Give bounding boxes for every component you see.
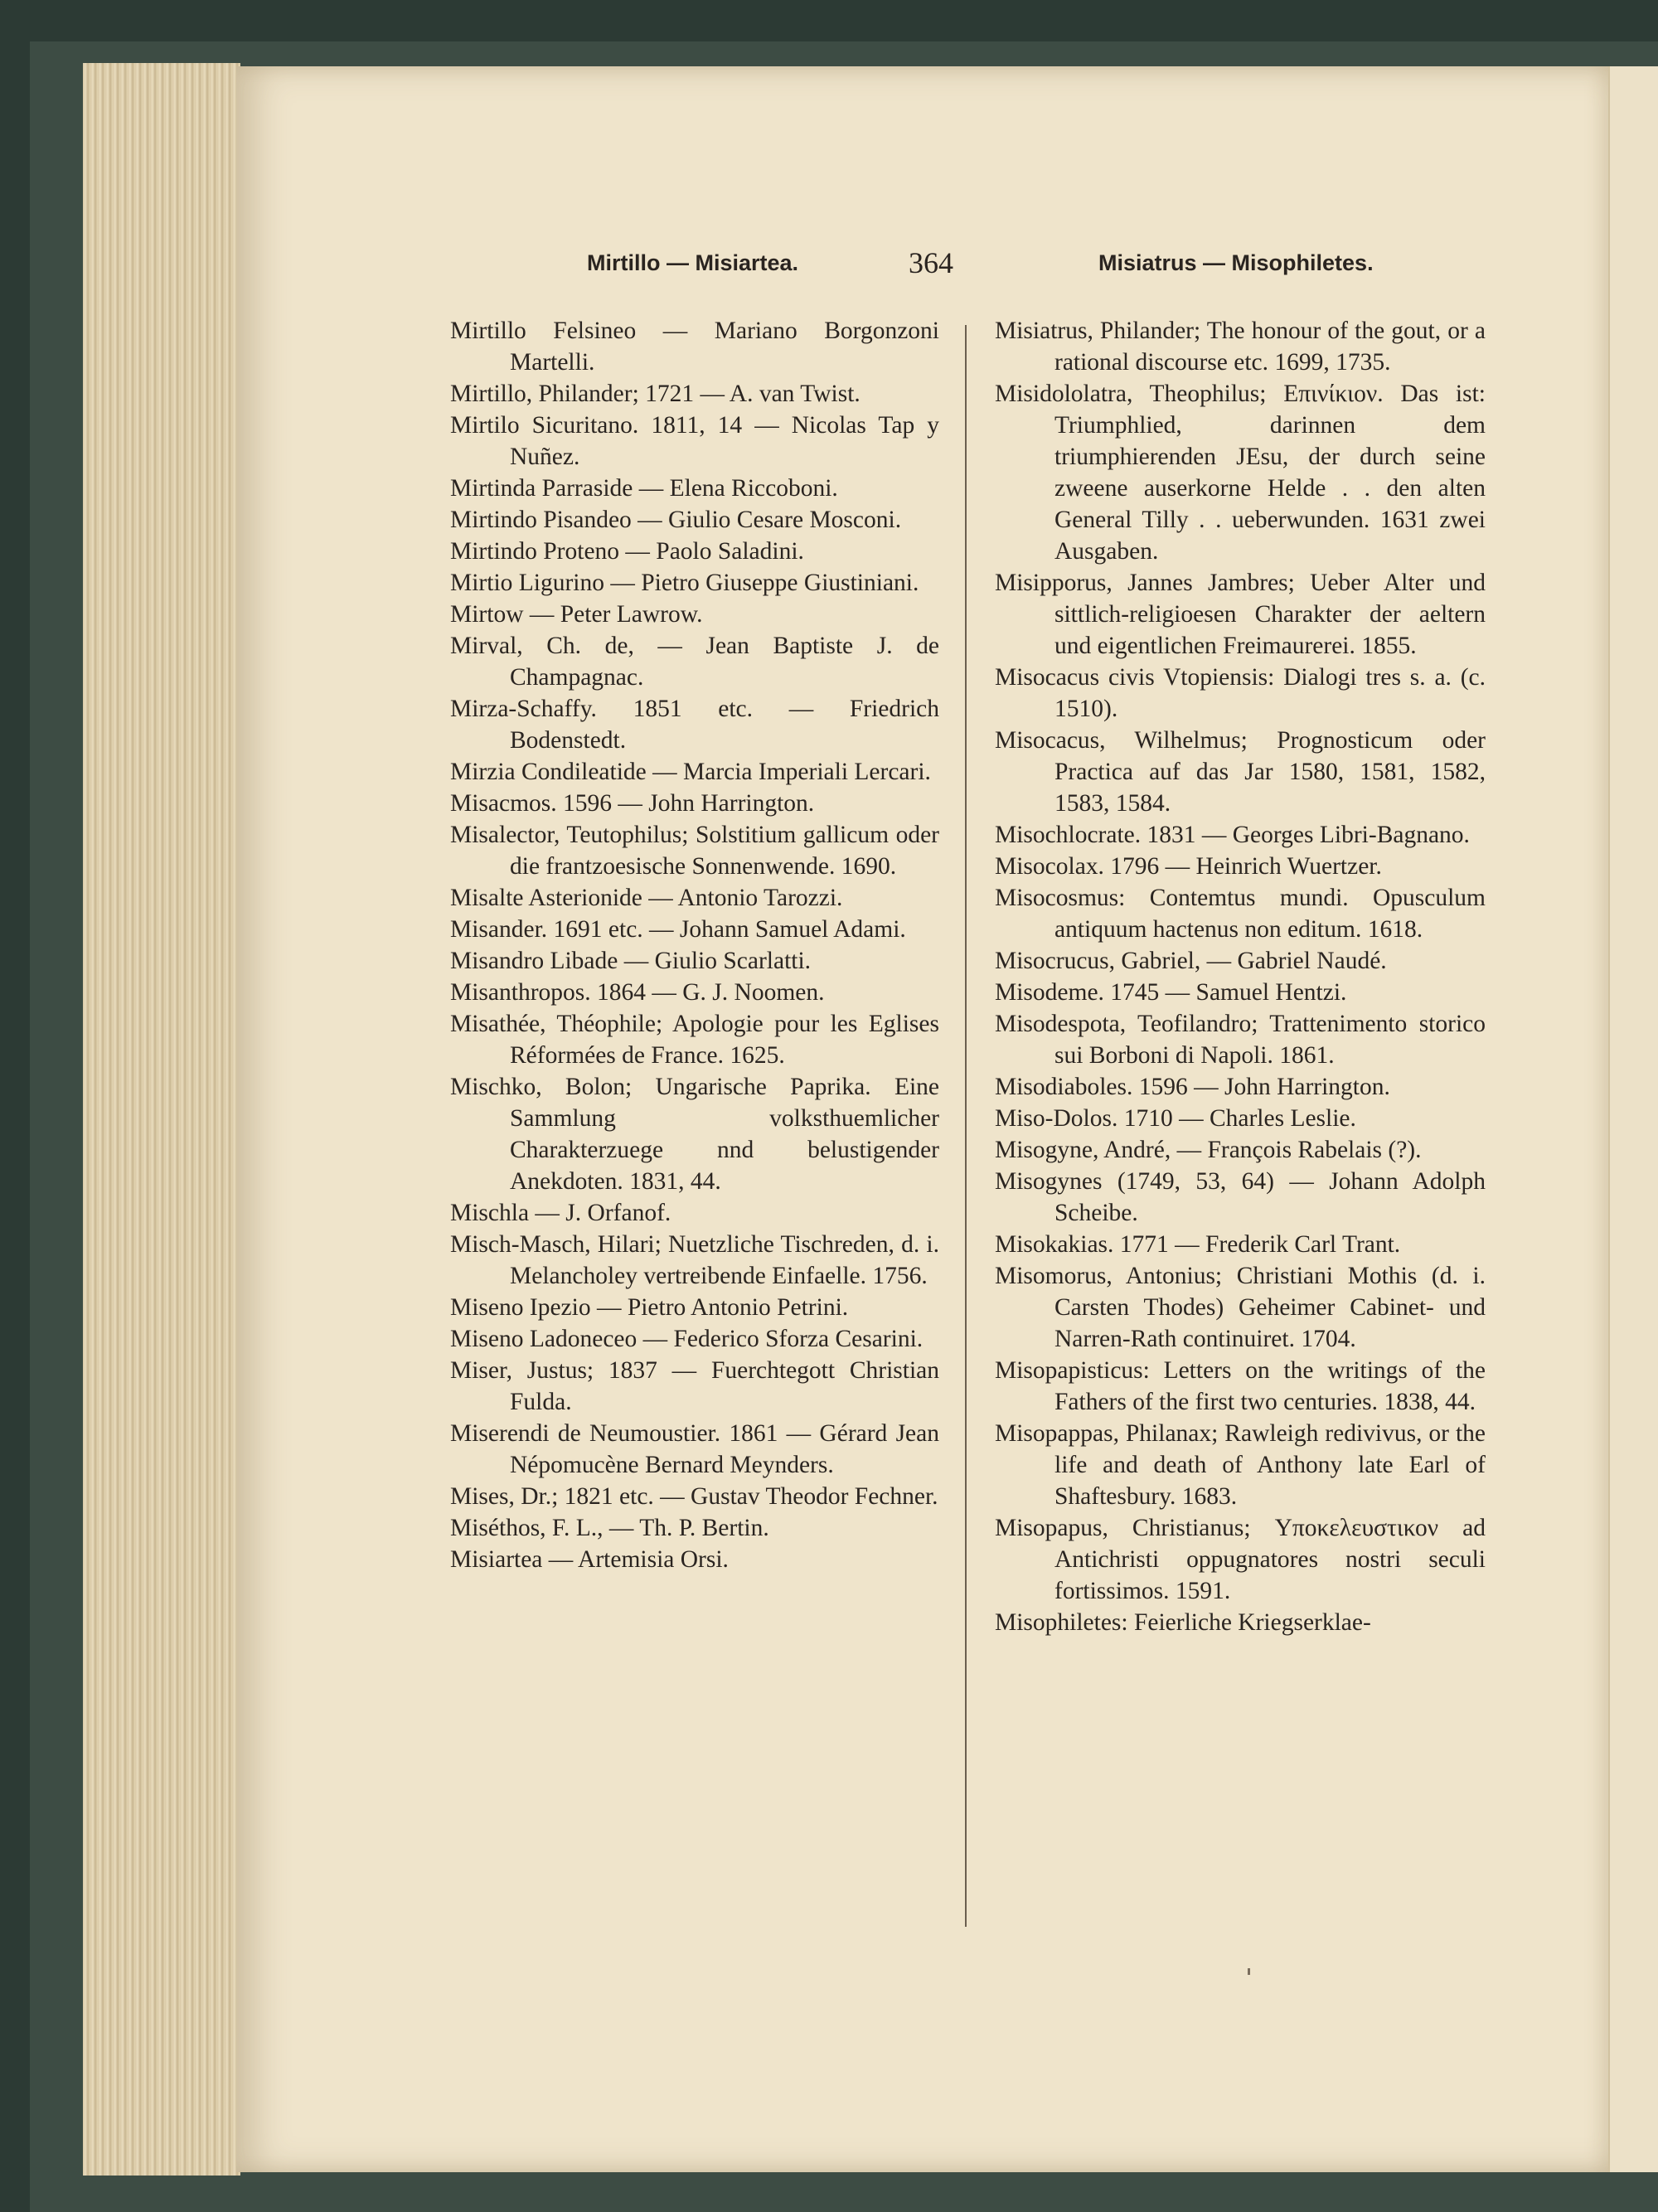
footer-mark [1248, 1968, 1250, 1975]
bibliography-entry: Misochlocrate. 1831 — Georges Libri-Bagnano. [995, 822, 1470, 848]
bibliography-entry: Misogynes (1749, 53, 64) — Johann Adolph Scheibe. [995, 1168, 1486, 1226]
column-divider [965, 325, 967, 1927]
bibliography-entry: Misocacus civis Vtopiensis: Dialogi tres s. a. (c. 1510). [995, 664, 1486, 722]
page-edges [83, 63, 240, 2176]
bibliography-entry: Misophiletes: Feierliche Kriegserklae- [995, 1609, 1371, 1636]
bibliography-entry: Misalte Asterionide — Antonio Tarozzi. [450, 885, 843, 911]
bibliography-entry: Misathée, Théophile; Apologie pour les Eglises Réformées de France. 1625. [450, 1011, 939, 1069]
bibliography-entry: Misanthropos. 1864 — G. J. Noomen. [450, 979, 825, 1006]
bibliography-entry: Misipporus, Jannes Jambres; Ueber Alter und sittlich-religioesen Charakter der aeltern und eigentlichen Freimaurerei. 1855. [995, 570, 1486, 659]
bibliography-entry: Misopapisticus: Letters on the writings of the Fathers of the first two centuries. 1838, 44. [995, 1357, 1486, 1415]
bibliography-entry: Miseno Ladoneceo — Federico Sforza Cesarini. [450, 1326, 924, 1352]
bibliography-entry: Misopappas, Philanax; Rawleigh redivivus, or the life and death of Anthony late Earl of Shaftesbury. 1683. [995, 1420, 1486, 1510]
running-head-left: Mirtillo — Misiartea. [587, 250, 799, 275]
left-column [450, 315, 939, 1575]
bibliography-entry: Miseno Ipezio — Pietro Antonio Petrini. [450, 1294, 849, 1321]
bibliography-entry: Misander. 1691 etc. — Johann Samuel Adami. [450, 916, 906, 943]
bibliography-entry: Mischla — J. Orfanof. [450, 1200, 671, 1226]
bibliography-entry: Misocacus, Wilhelmus; Prognosticum oder Practica auf das Jar 1580, 1581, 1582, 1583, 1584. [995, 727, 1486, 817]
bibliography-entry: Misiartea — Artemisia Orsi. [450, 1546, 729, 1573]
bibliography-entry: Mirtow — Peter Lawrow. [450, 601, 703, 628]
bibliography-entry: Mirtinda Parraside — Elena Riccoboni. [450, 475, 838, 502]
bibliography-entry: Misodeme. 1745 — Samuel Hentzi. [995, 979, 1347, 1006]
bibliography-entry: Misopapus, Christianus; Υποκελευστικον ad Antichristi oppugnatores nostri seculi fortissimos. 1591. [995, 1515, 1486, 1604]
bibliography-entry: Miser, Justus; 1837 — Fuerchtegott Christian Fulda. [450, 1357, 939, 1415]
bibliography-entry: Miserendi de Neumoustier. 1861 — Gérard Jean Népomucène Bernard Meynders. [450, 1420, 939, 1478]
bibliography-entry: Misomorus, Antonius; Christiani Mothis (d. i. Carsten Thodes) Geheimer Cabinet- und Narren-Rath continuiret. 1704. [995, 1263, 1486, 1352]
bibliography-entry: Misacmos. 1596 — John Harrington. [450, 790, 815, 817]
bibliography-entry: Mirtilo Sicuritano. 1811, 14 — Nicolas Tap y Nuñez. [450, 412, 939, 470]
right-column [995, 315, 1486, 1638]
bibliography-entry: Mirzia Condileatide — Marcia Imperiali Lercari. [450, 759, 931, 785]
bibliography-entry: Mirtillo Felsineo — Mariano Borgonzoni Martelli. [450, 318, 939, 376]
bibliography-entry: Misch-Masch, Hilari; Nuetzliche Tischreden, d. i. Melancholey vertreibende Einfaelle. 1756. [450, 1231, 939, 1289]
bibliography-entry: Misocrucus, Gabriel, — Gabriel Naudé. [995, 948, 1387, 974]
bibliography-entry: Mirtindo Pisandeo — Giulio Cesare Mosconi. [450, 507, 902, 533]
bibliography-entry: Misodespota, Teofilandro; Trattenimento storico sui Borboni di Napoli. 1861. [995, 1011, 1486, 1069]
bibliography-entry: Misocosmus: Contemtus mundi. Opusculum antiquum hactenus non editum. 1618. [995, 885, 1486, 943]
next-page-edge [1608, 66, 1658, 2172]
bibliography-entry: Miso-Dolos. 1710 — Charles Leslie. [995, 1105, 1356, 1132]
bibliography-entry: Misidololatra, Theophilus; Επινίκιον. Das ist: Triumphlied, darinnen dem triumphierenden JEsu, der durch seine zweene auserkorne Helde . . den alten General Tilly . . ueberwunden. 1631 zwei Ausgaben. [995, 381, 1486, 565]
running-head-right: Misiatrus — Misophiletes. [1098, 250, 1374, 275]
bibliography-entry: Misocolax. 1796 — Heinrich Wuertzer. [995, 853, 1382, 880]
page-number: 364 [909, 246, 953, 279]
bibliography-entry: Misiatrus, Philander; The honour of the gout, or a rational discourse etc. 1699, 1735. [995, 318, 1486, 376]
bibliography-entry: Mischko, Bolon; Ungarische Paprika. Eine Sammlung volksthuemlicher Charakterzuege nnd belustigender Anekdoten. 1831, 44. [450, 1074, 939, 1195]
bibliography-entry: Miséthos, F. L., — Th. P. Bertin. [450, 1515, 769, 1541]
bibliography-entry: Misandro Libade — Giulio Scarlatti. [450, 948, 812, 974]
bibliography-entry: Mirtio Ligurino — Pietro Giuseppe Giustiniani. [450, 570, 919, 596]
bibliography-entry: Mirval, Ch. de, — Jean Baptiste J. de Champagnac. [450, 633, 939, 691]
bibliography-entry: Mises, Dr.; 1821 etc. — Gustav Theodor Fechner. [450, 1483, 938, 1510]
bibliography-entry: Mirtillo, Philander; 1721 — A. van Twist. [450, 381, 861, 407]
bibliography-entry: Misokakias. 1771 — Frederik Carl Trant. [995, 1231, 1401, 1258]
bibliography-entry: Misogyne, André, — François Rabelais (?). [995, 1137, 1422, 1163]
bibliography-entry: Mirza-Schaffy. 1851 etc. — Friedrich Bodenstedt. [450, 696, 939, 754]
bibliography-entry: Misalector, Teutophilus; Solstitium gallicum oder die frantzoesische Sonnenwende. 1690. [450, 822, 939, 880]
bibliography-entry: Misodiaboles. 1596 — John Harrington. [995, 1074, 1390, 1100]
bibliography-entry: Mirtindo Proteno — Paolo Saladini. [450, 538, 804, 565]
